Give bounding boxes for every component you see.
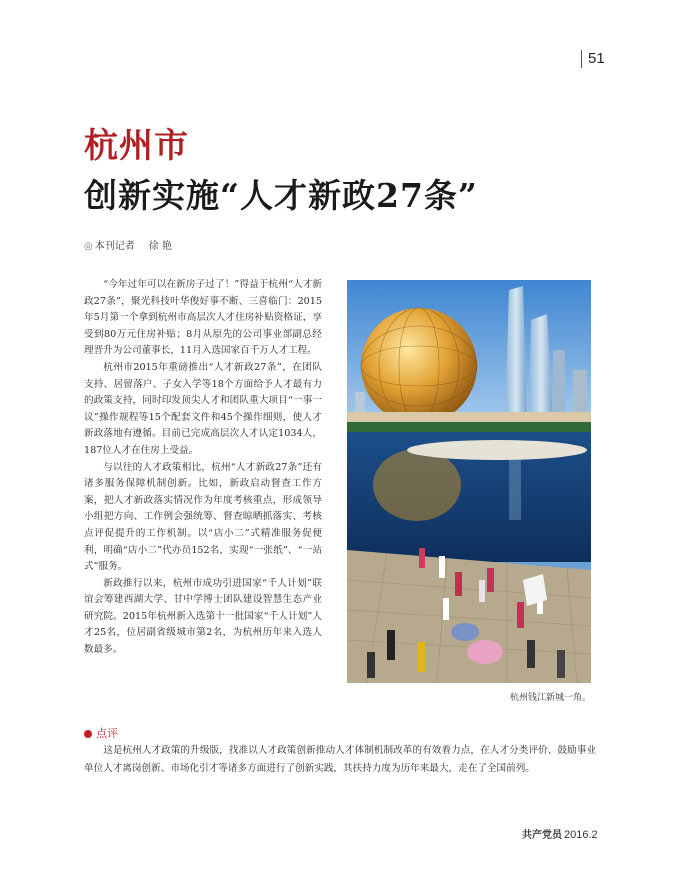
bullet-dot-icon (84, 730, 92, 738)
article-body (84, 277, 322, 659)
page-footer (522, 828, 598, 843)
byline-author: 徐 艳 (148, 241, 172, 252)
review-text (84, 742, 596, 778)
review-paragraph: 这是杭州人才政策的升级版，找准以人才政策创新推动人才体制机制改革的有效着力点，在人才分类评价、鼓励事业单位人才离岗创新、市场化引才等诸多方面进行了创新实践，其扶持力度为历年来最大，走在了全国前列。 (84, 745, 596, 774)
byline (84, 240, 172, 254)
body-paragraph: 与以往的人才政策相比，杭州“人才新政27条”还有诸多服务保障机制创新。比如，新政启动督查工作方案，把人才新政落实情况作为年度考核重点，形成领导小组把方向、工作例会强统筹、督查晾晒抓落实、考核点评促提升的工作机制。以“店小二”式精准服务促便利，明确“店小二”代办员152名，实现“一张纸”、“一站式”服务。 (84, 461, 322, 573)
byline-symbol: ◎ (84, 241, 93, 252)
city-photo (347, 280, 591, 683)
page-number: 51 (581, 50, 605, 68)
magazine-logo: 共产党员 (522, 830, 562, 841)
review-heading (84, 727, 118, 741)
body-paragraph: “今年过年可以在新房子过了！”得益于杭州“人才新政27条”，聚光科技叶华俊好事不断、三喜临门：2015年5月第一个拿到杭州市高层次人才住房补贴资格证，享受到80万元住房补贴；8月从原先的公司事业部副总经理晋升为公司董事长，11月入选国家百千万人才工程。 (84, 279, 322, 357)
body-paragraph: 新政推行以来，杭州市成功引进国家“千人计划”联谊会筹建西湖大学、甘中学博士团队建设智慧生态产业研究院。2015年杭州新入选第十一批国家“千人计划”人才25名，位居副省级城市第2名，为杭州历年来入选人数最多。 (84, 577, 322, 656)
photo-caption: 杭州钱江新城一角。 (509, 693, 591, 703)
review-heading-label: 点评 (96, 727, 118, 740)
article-headline: 创新实施“人才新政27条” (84, 176, 478, 215)
byline-role: 本刊记者 (94, 241, 135, 252)
body-paragraph: 杭州市2015年重磅推出“人才新政27条”，在团队支持、居留落户、子女入学等18个方面给予人才最有力的政策支持，同时印发顶尖人才和团队重大项目“一事一议”操作规程等15个配套文件和45个操作细则，使人才新政落地有遵循。目前已完成高层次人才认定1034人，187位人才在住房上受益。 (84, 361, 322, 456)
article-kicker: 杭州市 (84, 126, 189, 166)
issue-number: 2016.2 (564, 829, 598, 841)
